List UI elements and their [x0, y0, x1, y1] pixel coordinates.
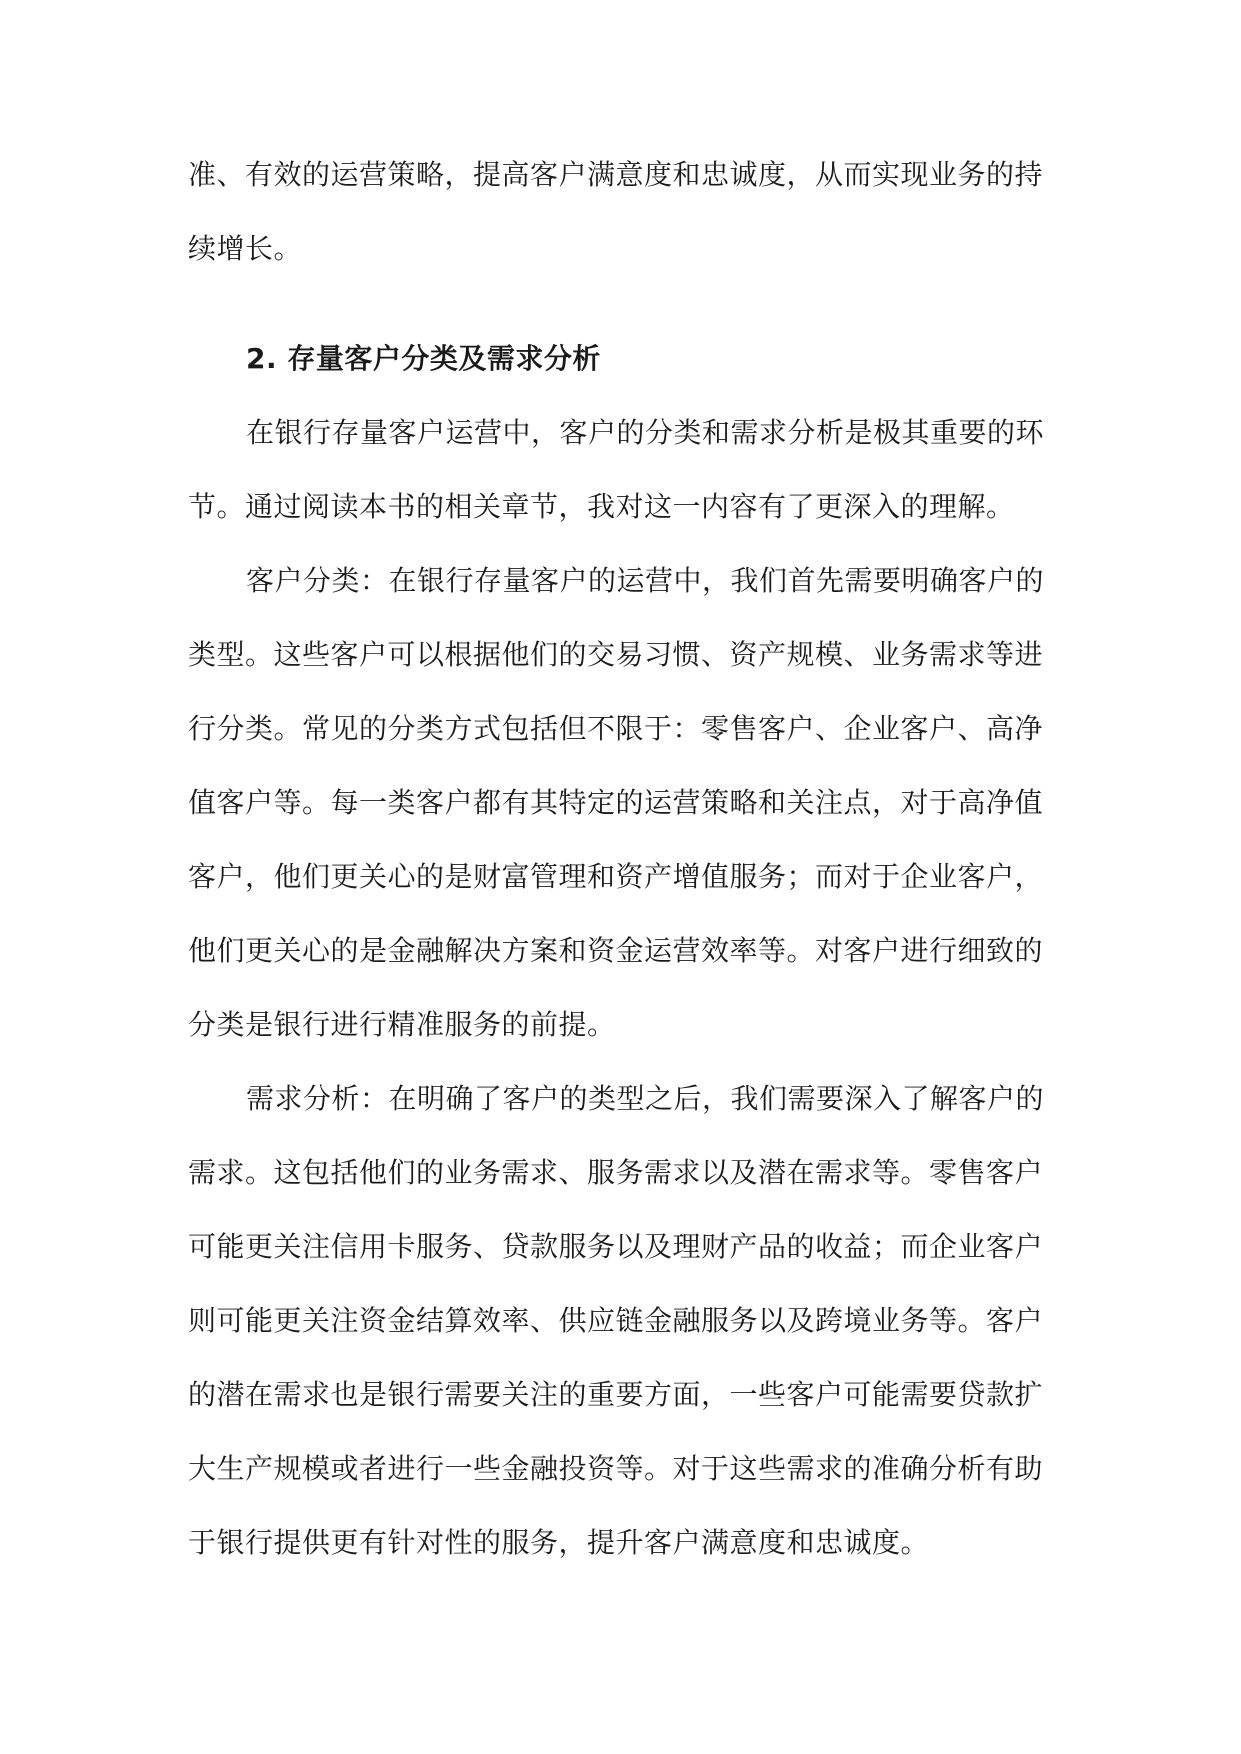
- text-line: 行分类。常见的分类方式包括但不限于：零售客户、企业客户、高净: [188, 712, 1044, 745]
- text-line: 可能更关注信用卡服务、贷款服务以及理财产品的收益；而企业客户: [188, 1230, 1044, 1263]
- text-line: 大生产规模或者进行一些金融投资等。对于这些需求的准确分析有助: [188, 1452, 1044, 1485]
- text-line: 需求。这包括他们的业务需求、服务需求以及潜在需求等。零售客户: [188, 1156, 1044, 1189]
- text-line: 需求分析：在明确了客户的类型之后，我们需要深入了解客户的: [246, 1082, 1045, 1115]
- text-line: 值客户等。每一类客户都有其特定的运营策略和关注点，对于高净值: [188, 786, 1044, 819]
- text-line: 客户分类：在银行存量客户的运营中，我们首先需要明确客户的: [246, 564, 1045, 597]
- paragraph-classification-intro: [188, 396, 1058, 544]
- paragraph-customer-classification: [188, 544, 1058, 1062]
- text-line: 准、有效的运营策略，提高客户满意度和忠诚度，从而实现业务的持: [188, 158, 1044, 191]
- intro-paragraph: [188, 138, 1058, 286]
- text-line: 续增长。: [188, 232, 303, 265]
- text-line: 则可能更关注资金结算效率、供应链金融服务以及跨境业务等。客户: [188, 1304, 1044, 1337]
- text-line: 于银行提供更有针对性的服务，提升客户满意度和忠诚度。: [188, 1526, 930, 1559]
- document-body: [188, 138, 1058, 1580]
- text-line: 在银行存量客户运营中，客户的分类和需求分析是极其重要的环: [246, 416, 1045, 449]
- section-heading: 2. 存量客户分类及需求分析: [246, 342, 601, 375]
- text-line: 节。通过阅读本书的相关章节，我对这一内容有了更深入的理解。: [188, 490, 1015, 523]
- text-line: 的潜在需求也是银行需要关注的重要方面，一些客户可能需要贷款扩: [188, 1378, 1044, 1411]
- text-line: 客户，他们更关心的是财富管理和资产增值服务；而对于企业客户，: [188, 860, 1044, 893]
- text-line: 类型。这些客户可以根据他们的交易习惯、资产规模、业务需求等进: [188, 638, 1044, 671]
- spacer: [188, 286, 1058, 322]
- text-line: 他们更关心的是金融解决方案和资金运营效率等。对客户进行细致的: [188, 934, 1044, 967]
- text-line: 分类是银行进行精准服务的前提。: [188, 1008, 616, 1041]
- paragraph-demand-analysis: [188, 1062, 1058, 1580]
